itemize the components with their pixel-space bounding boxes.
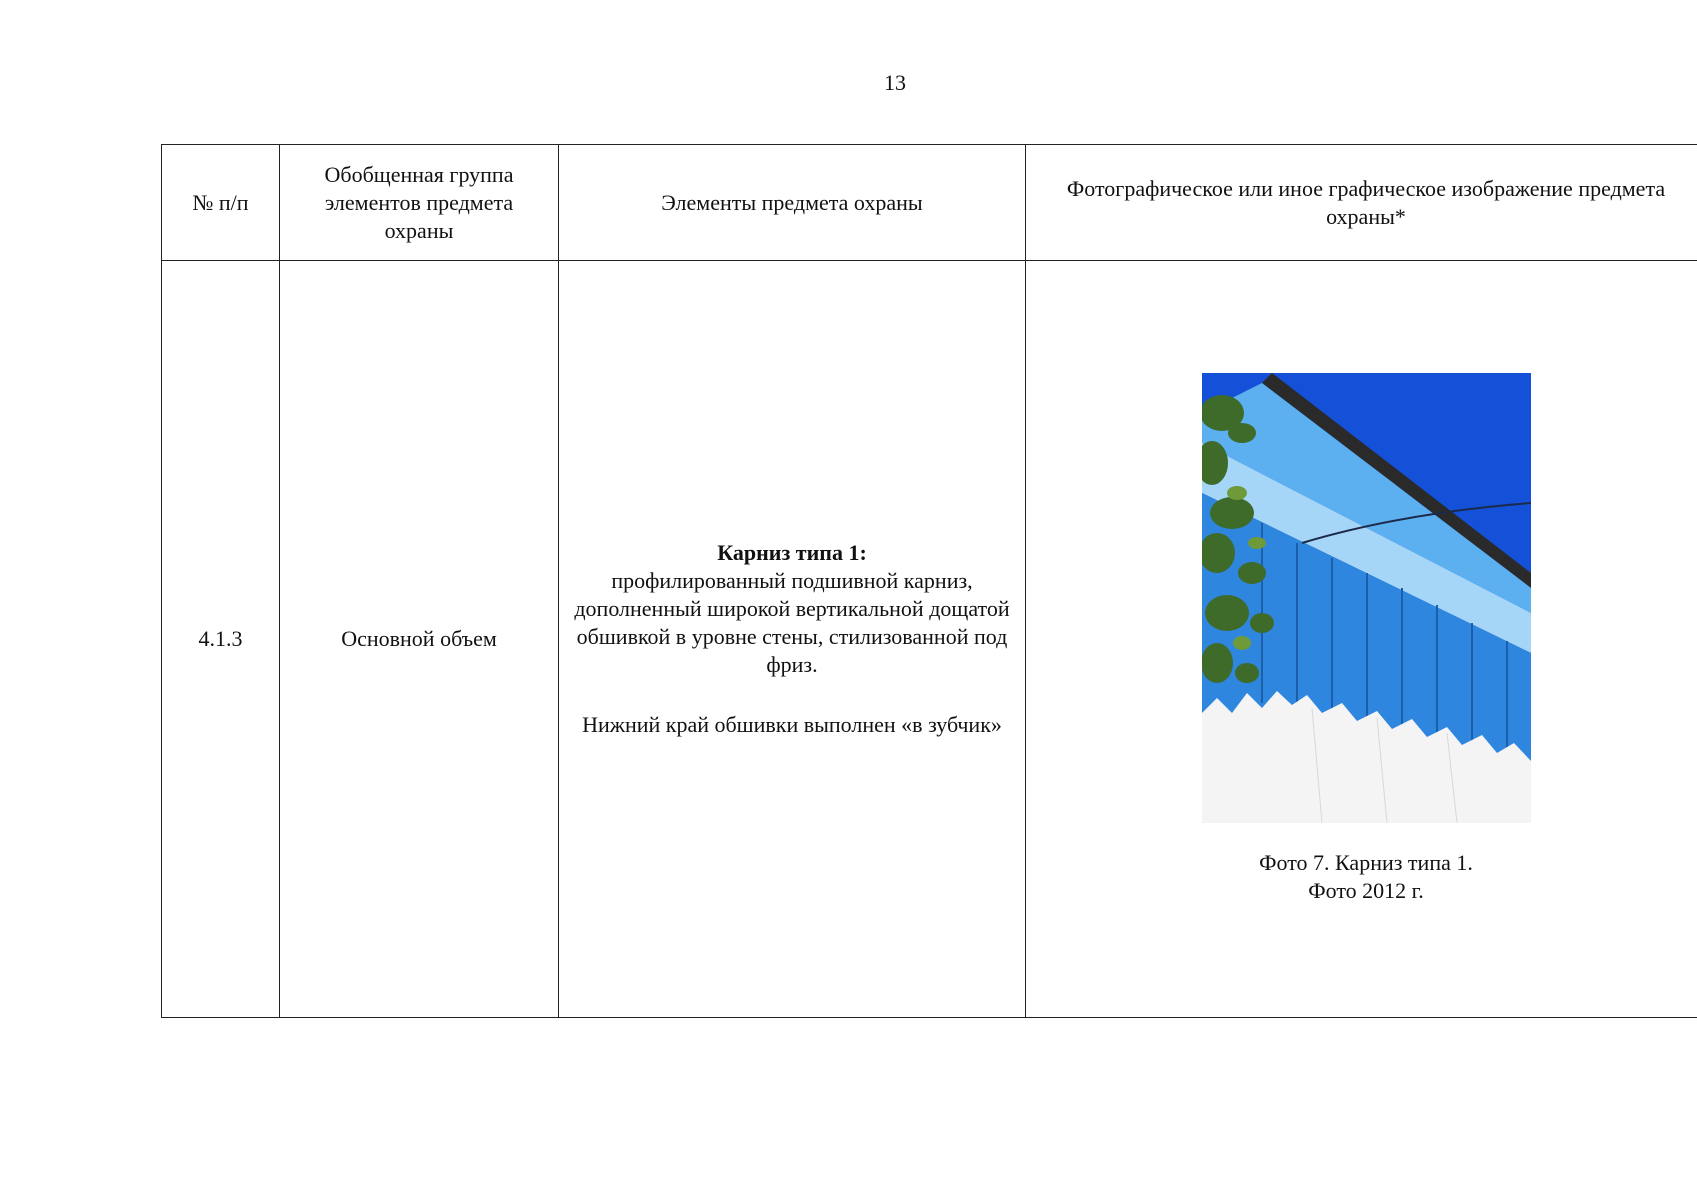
row-num: 4.1.3 xyxy=(162,261,280,1018)
table-row xyxy=(162,261,1697,1018)
header-group: Обобщенная группа элементов предмета охраны xyxy=(280,145,559,261)
photo-caption-year: Фото 2012 г. xyxy=(1308,878,1424,903)
protection-table xyxy=(161,144,1697,1018)
header-num: № п/п xyxy=(162,145,280,261)
row-group: Основной объем xyxy=(280,261,559,1018)
header-elements: Элементы предмета охраны xyxy=(559,145,1026,261)
header-image: Фотографическое или иное графическое изображение предмета охраны* xyxy=(1026,145,1697,261)
element-description: профилированный подшивной карниз, дополненный широкой вертикальной дощатой обшивкой в уровне стены, стилизованной под фриз. xyxy=(574,568,1010,677)
table-header-row xyxy=(162,145,1697,261)
element-title: Карниз типа 1: xyxy=(717,540,867,565)
cornice-photo xyxy=(1202,373,1531,823)
row-image-cell xyxy=(1026,261,1697,1018)
photo-caption-title: Фото 7. Карниз типа 1. xyxy=(1259,850,1473,875)
page-number: 13 xyxy=(884,70,906,95)
row-elements xyxy=(559,261,1026,1018)
element-edge-note: Нижний край обшивки выполнен «в зубчик» xyxy=(582,712,1002,737)
photo-caption xyxy=(1036,849,1696,905)
